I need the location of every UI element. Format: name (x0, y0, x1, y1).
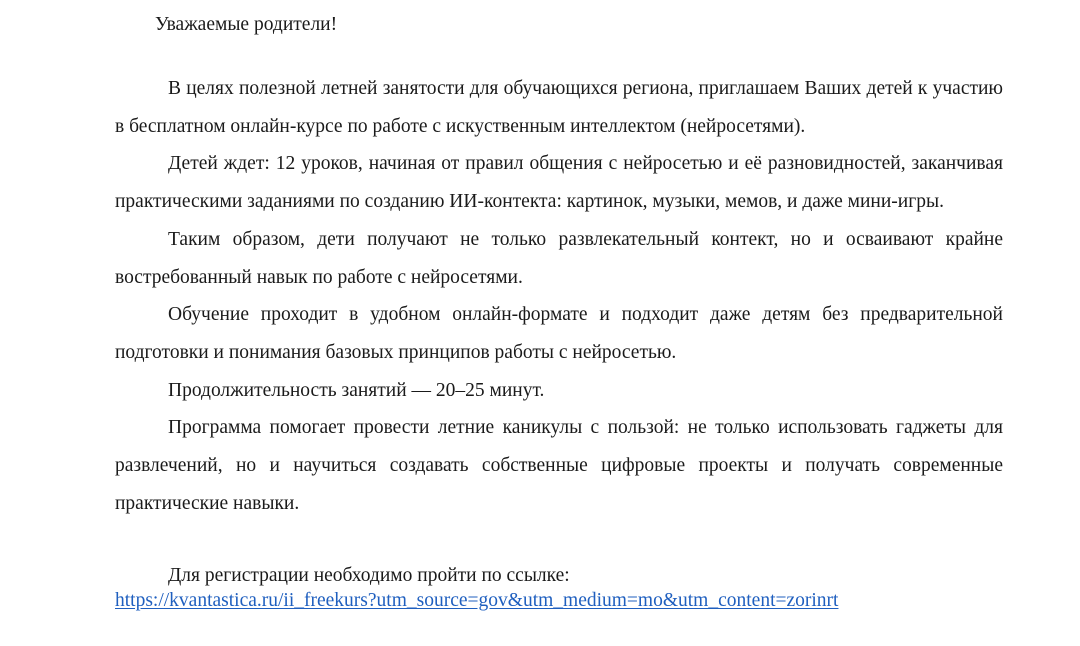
paragraph-benefits: Таким образом, дети получают не только развлекательный контект, но и осваивают крайне востребованный навык по работе с нейросетями. (115, 228, 1003, 288)
paragraph-course-content: Детей ждет: 12 уроков, начиная от правил общения с нейросетью и её разновидностей, заканчивая практическими заданиями по созданию ИИ-контекта: картинок, музыки, мемов, и даже мини-игры. (115, 153, 1003, 213)
paragraph-invitation: В целях полезной летней занятости для обучающихся региона, приглашаем Ваших детей к участию в бесплатном онлайн-курсе по работе с искуственным интеллектом (нейросетями). (115, 78, 1003, 137)
registration-text: Для регистрации необходимо пройти по ссылке: (168, 565, 570, 586)
paragraph-program: Программа помогает провести летние каникулы с пользой: не только использовать гаджеты для развлечений, но и научиться создавать собственные цифровые проекты и получать современные практические навыки. (115, 417, 1003, 514)
paragraph-format: Обучение проходит в удобном онлайн-формате и подходит даже детям без предварительной подготовки и понимания базовых принципов работы с нейросетью. (115, 304, 1003, 363)
paragraph-duration: Продолжительность занятий — 20–25 минут. (168, 379, 545, 401)
letter-body (115, 70, 1003, 522)
greeting-line: Уважаемые родители! (155, 14, 338, 35)
registration-link[interactable]: https://kvantastica.ru/ii_freekurs?utm_source=gov&utm_medium=mo&utm_content=zorinrt (115, 590, 839, 611)
